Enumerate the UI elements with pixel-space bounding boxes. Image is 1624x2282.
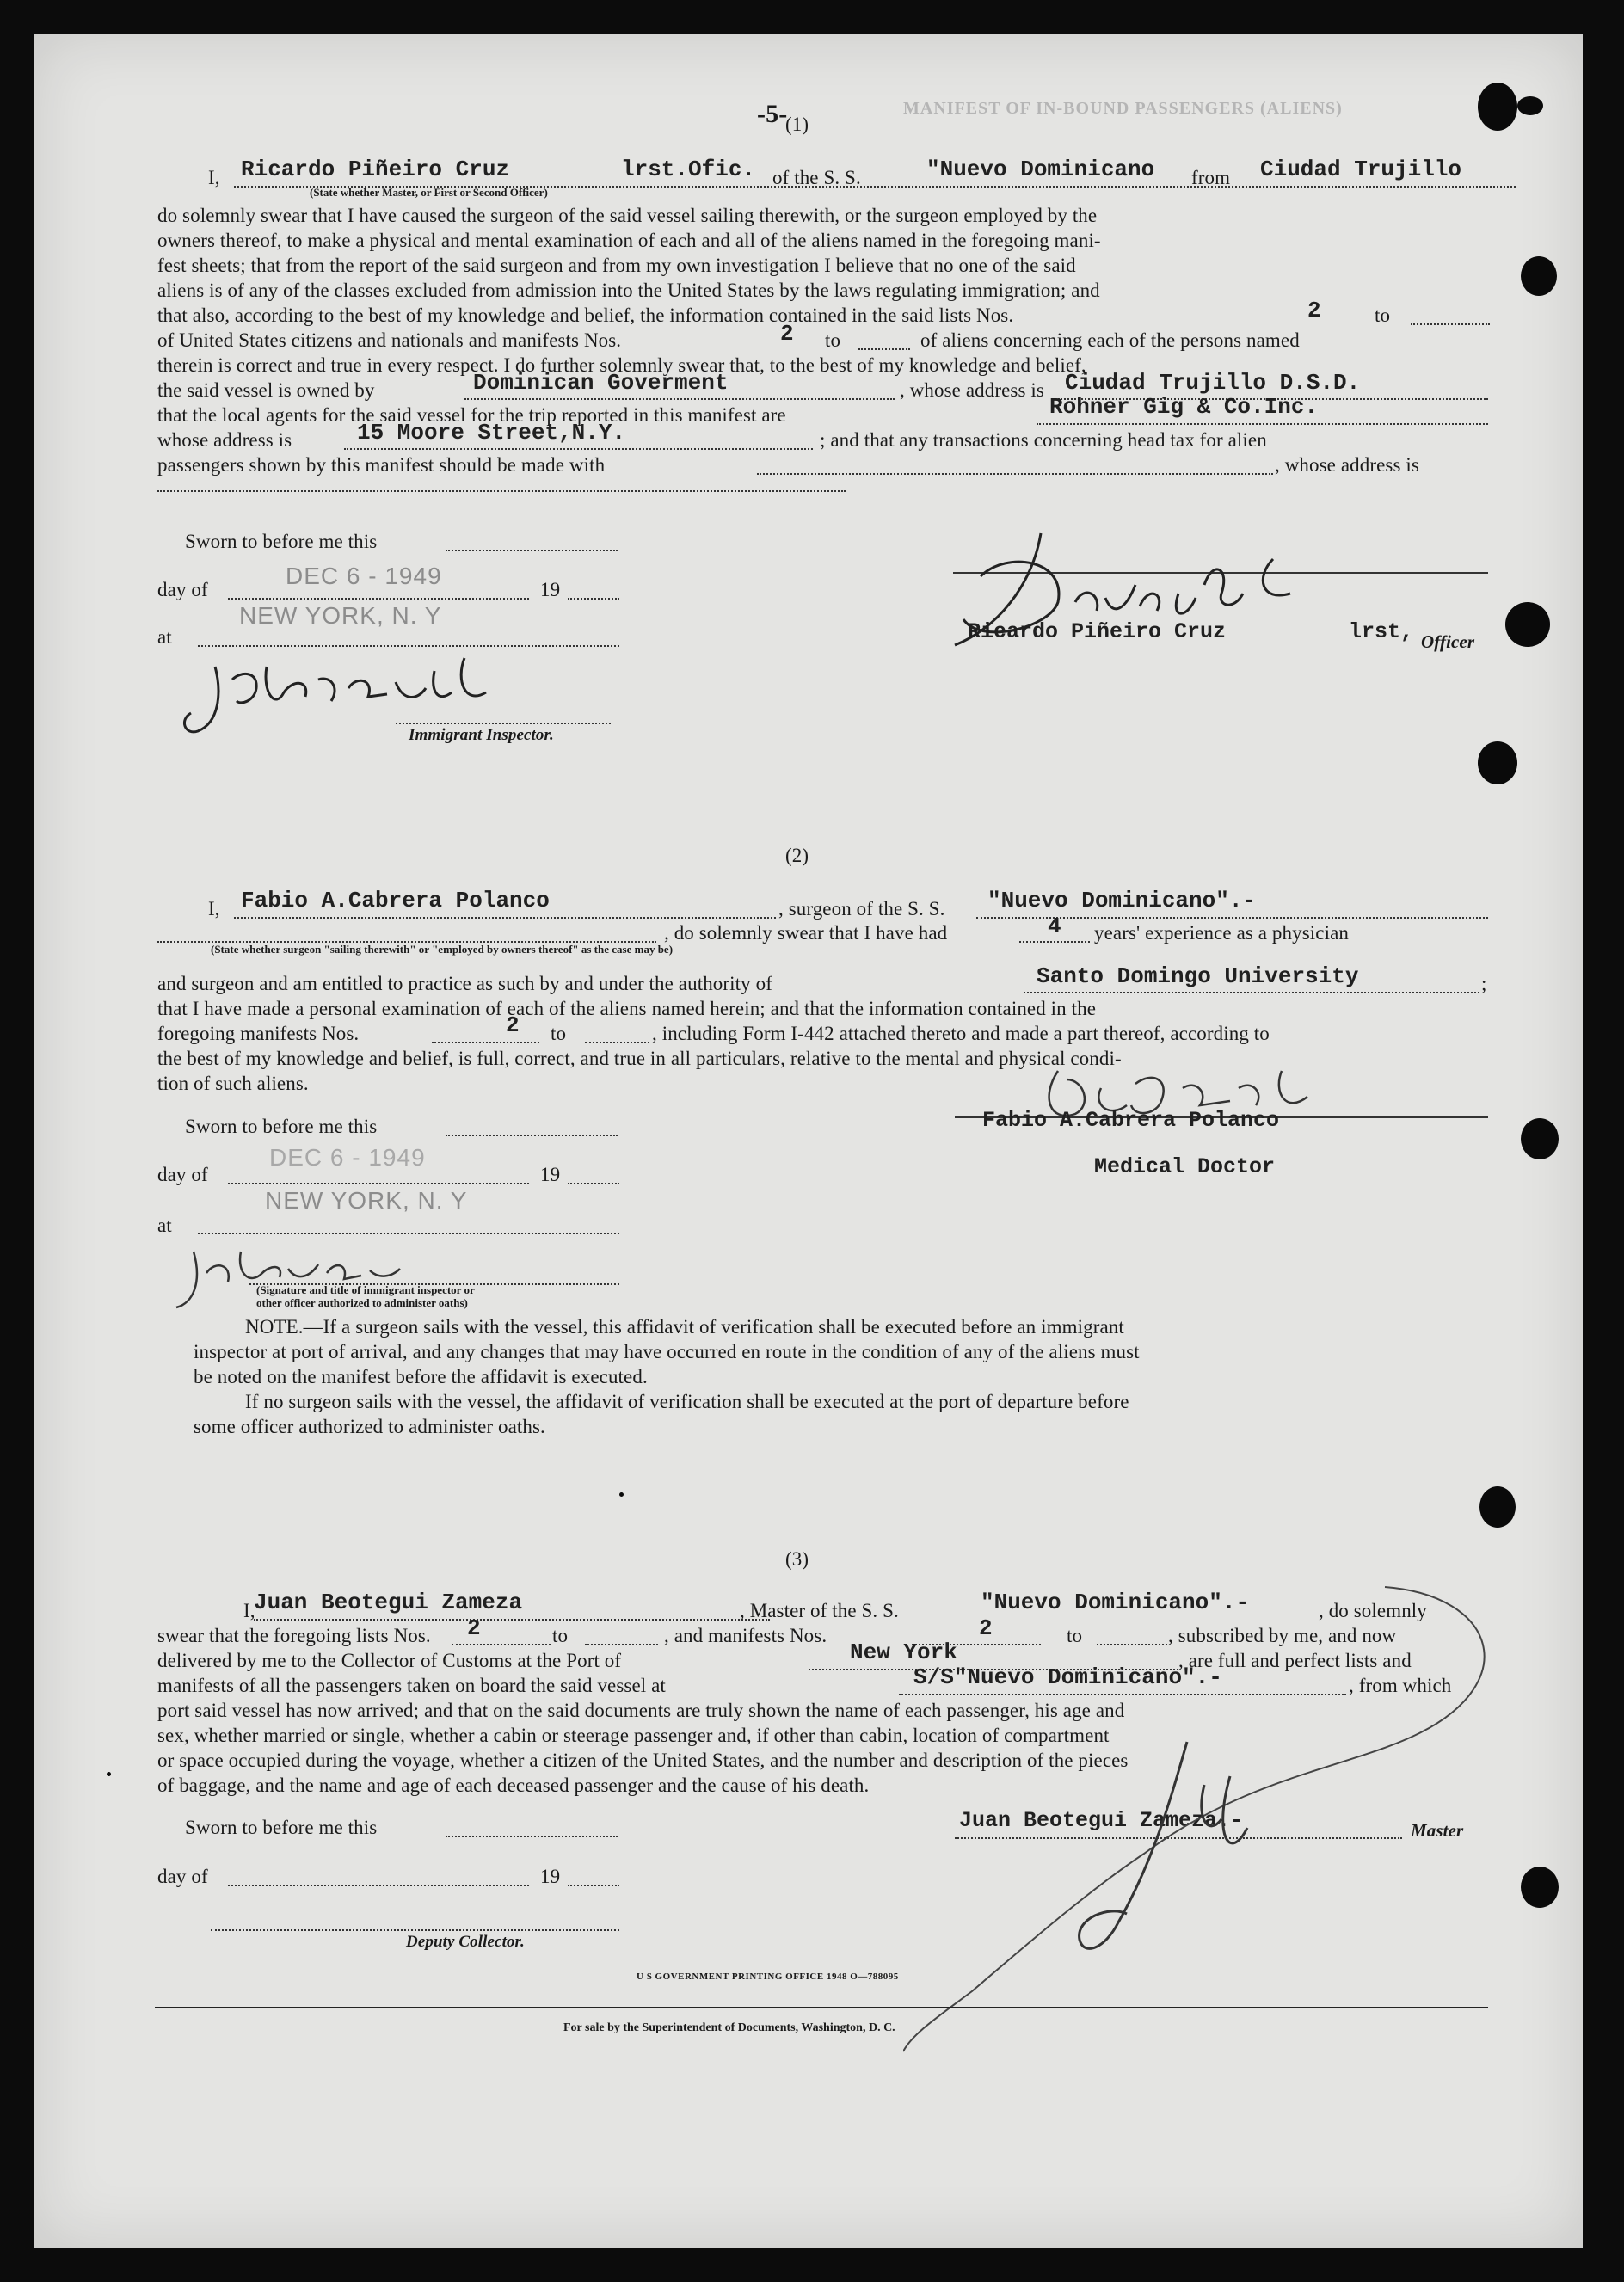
s3-master-of: , Master of the S. S.: [740, 1600, 899, 1621]
s2-typed-signatory: Fabio A.Cabrera Polanco: [982, 1108, 1280, 1133]
s1-from-port: Ciudad Trujillo: [1260, 157, 1462, 182]
s1-line-3: owners thereof, to make a physical and mental examination of each and all of the aliens named in the foregoing mani-: [157, 230, 1101, 251]
s3-day-of: day of: [157, 1866, 208, 1887]
punch-hole: [1479, 1486, 1516, 1528]
gpo-imprint: U S GOVERNMENT PRINTING OFFICE 1948 O—788095: [637, 1971, 899, 1982]
s2-line-6: the best of my knowledge and belief, is full, correct, and true in all particulars, relative to the mental and physical condi-: [157, 1048, 1122, 1069]
s3-line-2a: swear that the foregoing lists Nos.: [157, 1625, 431, 1646]
s3-line-2b: to: [552, 1625, 569, 1646]
s3-lists-no: 2: [467, 1615, 481, 1641]
s2-note-4: If no surgeon sails with the vessel, the affidavit of verification shall be executed at the port of departure before: [245, 1391, 1129, 1412]
punch-hole: [1521, 256, 1557, 296]
s1-i: I,: [208, 167, 220, 188]
s1-officer-signature: [929, 525, 1342, 680]
s2-line-5b: to: [551, 1023, 567, 1044]
s2-title: Medical Doctor: [1094, 1154, 1276, 1179]
s3-line-3b: , are full and perfect lists and: [1178, 1650, 1412, 1671]
s2-line-7: tion of such aliens.: [157, 1073, 309, 1094]
s1-year: 19: [540, 579, 561, 600]
s1-lists-no: 2: [1307, 298, 1321, 323]
s3-line-6: sex, whether married or single, whether a cabin or steerage passenger and, if other than cabin, location of compartment: [157, 1725, 1110, 1746]
s3-port: New York: [850, 1639, 957, 1665]
s1-sworn: Sworn to before me this: [185, 531, 378, 552]
section-number-1: (1): [785, 114, 809, 135]
s1-officer-caption: Officer: [1421, 631, 1475, 652]
s2-line-4: that I have made a personal examination of each of the aliens named herein; and that the information contained in the: [157, 998, 1097, 1019]
s2-line-5c: , including Form I-442 attached thereto and made a part thereof, according to: [652, 1023, 1270, 1044]
s1-line-11b: ; and that any transactions concerning head tax for alien: [820, 429, 1267, 451]
s1-rank-caption: (State whether Master, or First or Second Officer): [310, 186, 548, 199]
s2-line-5a: foregoing manifests Nos.: [157, 1023, 360, 1044]
s1-line-9a: the said vessel is owned by: [157, 379, 375, 401]
s1-stamp-place: NEW YORK, N. Y: [239, 602, 442, 629]
s2-note-2: inspector at port of arrival, and any changes that may have occurred en route in the condition of any of the aliens must: [194, 1341, 1140, 1362]
s3-line-2d: to: [1067, 1625, 1083, 1646]
s1-line-8: therein is correct and true in every respect. I do further solemnly swear that, to the best of my knowledge and belief,: [157, 354, 1086, 376]
s2-note-3: be noted on the manifest before the affidavit is executed.: [194, 1366, 648, 1387]
s2-i: I,: [208, 898, 220, 920]
s2-note-5: some officer authorized to administer oaths.: [194, 1416, 545, 1437]
s1-line-7a: of United States citizens and nationals and manifests Nos.: [157, 329, 622, 351]
s3-sworn: Sworn to before me this: [185, 1817, 378, 1838]
punch-hole: [1478, 83, 1517, 131]
s1-line-7c: of aliens concerning each of the persons named: [920, 329, 1300, 351]
s1-inspector-caption: Immigrant Inspector.: [409, 726, 554, 744]
s3-deputy-caption: Deputy Collector.: [406, 1933, 525, 1951]
section-number-3: (3): [785, 1548, 809, 1570]
s3-typed-signatory: Juan Beotegui Zameza.-: [959, 1808, 1244, 1833]
s2-line-2b: years' experience as a physician: [1094, 922, 1349, 944]
punch-hole: [1478, 741, 1517, 784]
s1-officer-name: Ricardo Piñeiro Cruz: [241, 157, 510, 182]
s2-manifests-no: 2: [506, 1012, 520, 1038]
s3-line-4b: , from which: [1349, 1675, 1452, 1696]
s2-note-1: NOTE.—If a surgeon sails with the vessel, this affidavit of verification shall be executed before an immigrant: [245, 1316, 1124, 1338]
s3-line-1b: , do solemnly: [1319, 1600, 1427, 1621]
s1-line-11a: whose address is: [157, 429, 292, 451]
s1-manifests-no: 2: [780, 321, 794, 347]
s2-day-of: day of: [157, 1164, 208, 1185]
s3-line-2e: , subscribed by me, and now: [1168, 1625, 1397, 1646]
page-mark: -5-: [757, 100, 788, 128]
s2-semicolon: ;: [1481, 973, 1487, 994]
s1-line-6a: that also, according to the best of my knowledge and belief, the information contained in the said lists Nos.: [157, 304, 1014, 326]
s1-line-12b: , whose address is: [1275, 454, 1419, 476]
s1-line-7b: to: [825, 329, 841, 351]
s3-year: 19: [540, 1866, 561, 1887]
s3-vessel-at: S/S"Nuevo Dominicano".-: [914, 1664, 1222, 1690]
s2-caption: (State whether surgeon "sailing therewith" or "employed by owners thereof" as the case may be): [211, 943, 674, 956]
s1-line-4: fest sheets; that from the report of the said surgeon and from my own investigation I believe that no one of the said: [157, 255, 1076, 276]
s3-line-4a: manifests of all the passengers taken on board the said vessel at: [157, 1675, 666, 1696]
sale-imprint: For sale by the Superintendent of Documents, Washington, D. C.: [563, 2021, 895, 2034]
s1-line-10a: that the local agents for the said vessel for the trip reported in this manifest are: [157, 404, 786, 426]
s1-typed-rank: lrst,: [1349, 619, 1414, 644]
s3-line-5: port said vessel has now arrived; and that on the said documents are truly shown the name of each passenger, his age and: [157, 1700, 1125, 1721]
s2-sworn: Sworn to before me this: [185, 1116, 378, 1137]
s1-line-9b: , whose address is: [900, 379, 1044, 401]
s1-vessel: "Nuevo Dominicano: [926, 157, 1155, 182]
s3-manifests-no: 2: [979, 1615, 993, 1641]
punch-hole: [1517, 96, 1543, 115]
s1-of-the-ss: of the S. S.: [772, 167, 861, 188]
s1-typed-signatory: Ricardo Piñeiro Cruz: [968, 619, 1227, 644]
punch-hole: [1521, 1118, 1559, 1159]
s2-stamp-place: NEW YORK, N. Y: [265, 1187, 468, 1214]
s2-sig-caption-1: (Signature and title of immigrant inspector or: [256, 1283, 475, 1296]
s3-vessel: "Nuevo Dominicano".-: [981, 1590, 1250, 1615]
s3-line-8: of baggage, and the name and age of each deceased passenger and the cause of his death.: [157, 1775, 870, 1796]
s2-line-2a: , do solemnly swear that I have had: [664, 922, 948, 944]
s1-at: at: [157, 626, 172, 648]
faint-header: MANIFEST OF IN-BOUND PASSENGERS (ALIENS): [903, 99, 1343, 118]
s1-line-12a: passengers shown by this manifest should be made with: [157, 454, 606, 476]
s3-line-7: or space occupied during the voyage, whether a citizen of the United States, and the number and description of the pieces: [157, 1750, 1129, 1771]
s2-line-3a: and surgeon and am entitled to practice as such by and under the authority of: [157, 973, 772, 994]
s1-stamp-date: DEC 6 - 1949: [286, 563, 442, 589]
s2-vessel: "Nuevo Dominicano".-: [987, 888, 1257, 913]
s3-master-signature: [903, 1578, 1522, 2060]
s2-years: 4: [1048, 913, 1061, 939]
section-number-2: (2): [785, 845, 809, 866]
punch-hole: [1521, 1867, 1559, 1908]
s2-surgeon-of: , surgeon of the S. S.: [778, 898, 945, 920]
s2-sig-caption-2: other officer authorized to administer oaths): [256, 1296, 468, 1309]
s2-surgeon-signature: [1032, 1054, 1359, 1148]
s1-line-6b: to: [1375, 304, 1391, 326]
manifest-page: [34, 34, 1583, 2248]
s3-master-caption: Master: [1411, 1820, 1464, 1841]
s1-officer-rank: lrst.Ofic.: [621, 157, 756, 182]
s1-day-of: day of: [157, 579, 208, 600]
s2-stamp-date: DEC 6 - 1949: [269, 1144, 426, 1171]
punch-hole: [1505, 602, 1550, 647]
s1-owner-address: Ciudad Trujillo D.S.D.: [1065, 370, 1361, 396]
s2-at: at: [157, 1215, 172, 1236]
s2-year: 19: [540, 1164, 561, 1185]
s3-master-name: Juan Beotegui Zameza: [254, 1590, 523, 1615]
s1-agents-address: 15 Moore Street,N.Y.: [357, 420, 626, 446]
s2-authority: Santo Domingo University: [1037, 963, 1359, 989]
s1-line-2: do solemnly swear that I have caused the surgeon of the said vessel sailing therewith, or the surgeon employed by the: [157, 205, 1098, 226]
s1-line-5: aliens is of any of the classes excluded from admission into the United States by the laws regulating immigration; and: [157, 280, 1100, 301]
s3-line-2c: , and manifests Nos.: [664, 1625, 827, 1646]
s1-from: from: [1191, 167, 1231, 188]
s2-surgeon-name: Fabio A.Cabrera Polanco: [241, 888, 550, 913]
s3-line-3a: delivered by me to the Collector of Customs at the Port of: [157, 1650, 622, 1671]
s1-owner: Dominican Goverment: [473, 370, 729, 396]
s3-i: I,: [243, 1600, 255, 1621]
s1-agents: Rohner Gig & Co.Inc.: [1049, 394, 1319, 420]
